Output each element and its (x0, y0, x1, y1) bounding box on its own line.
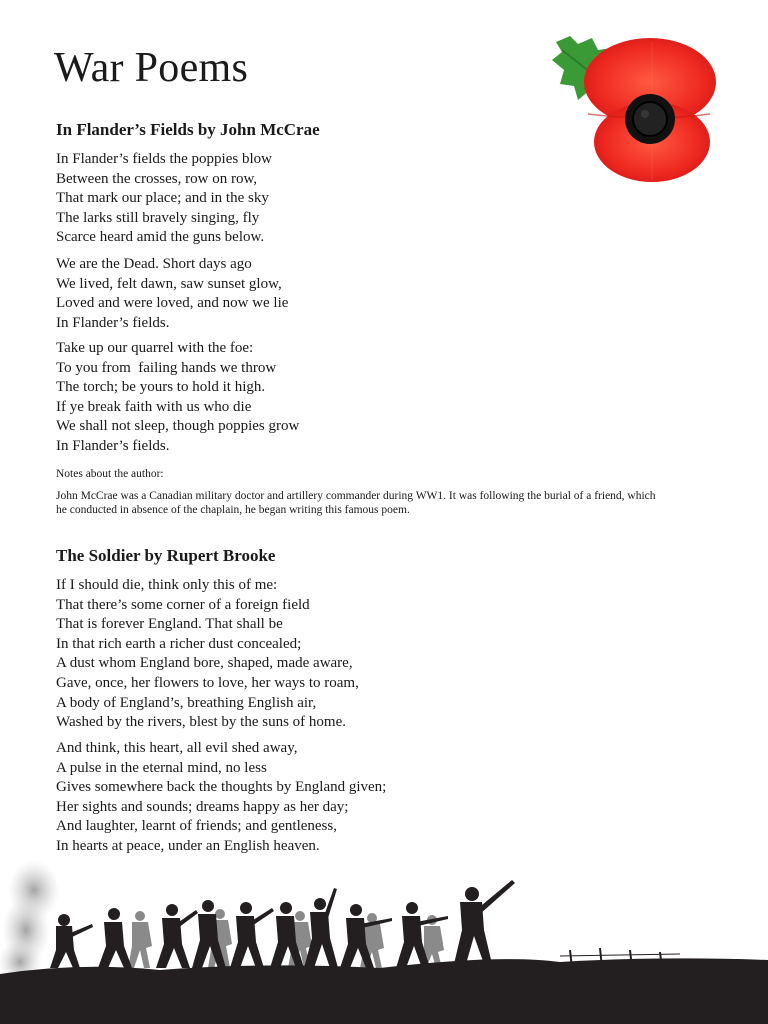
stanza (56, 150, 696, 248)
notes-label: Notes about the author: (56, 468, 164, 480)
poem-line: The larks still bravely singing, fly (56, 209, 260, 226)
poem-line: A dust whom England bore, shaped, made aware, (56, 655, 353, 672)
poem-line: And laughter, learnt of friends; and gentleness, (56, 818, 337, 835)
author-notes (56, 467, 696, 482)
stanza (56, 739, 696, 857)
poem-line: In Flander’s fields. (56, 437, 170, 454)
poem-line: That is forever England. That shall be (56, 616, 283, 633)
poem-title: The Soldier by Rupert Brooke (56, 546, 276, 565)
poem-line: In that rich earth a richer dust concealed; (56, 635, 302, 652)
poem-line: Washed by the rivers, blest by the suns of home. (56, 714, 346, 731)
poem-title: In Flander’s Fields by John McCrae (56, 120, 320, 139)
poem-line: Her sights and sounds; dreams happy as her day; (56, 798, 349, 815)
poem-line: And think, this heart, all evil shed away, (56, 740, 298, 756)
poem-line: Gives somewhere back the thoughts by England given; (56, 779, 387, 796)
poem-line: A body of England’s, breathing English air, (56, 694, 317, 711)
poem-line: In Flander’s fields. (56, 314, 170, 331)
poem-line: Between the crosses, row on row, (56, 170, 258, 187)
poem-line: To you from failing hands we throw (56, 359, 277, 376)
poem-the-soldier (56, 545, 696, 567)
poem-line: That there’s some corner of a foreign field (56, 596, 310, 613)
poem-line: Scarce heard amid the guns below. (56, 229, 265, 246)
poem-line: Gave, once, her flowers to love, her ways to roam, (56, 674, 359, 691)
poem-line: We shall not sleep, though poppies grow (56, 418, 300, 435)
poem-line: The torch; be yours to hold it high. (56, 379, 266, 396)
poem-line: In hearts at peace, under an English heaven. (56, 837, 320, 854)
poem-line: Loved and were loved, and now we lie (56, 295, 289, 312)
stanza (56, 255, 696, 333)
poem-line: Take up our quarrel with the foe: (56, 340, 254, 356)
poem-line: In Flander’s fields the poppies blow (56, 151, 272, 167)
poem-line: If I should die, think only this of me: (56, 577, 278, 593)
page-title: War Poems (54, 45, 249, 91)
author-notes-body (56, 489, 696, 517)
poem-line: We are the Dead. Short days ago (56, 256, 252, 272)
poem-line: If ye break faith with us who die (56, 398, 252, 415)
poem-line: That mark our place; and in the sky (56, 190, 269, 207)
stanza (56, 339, 696, 457)
poem-line: We lived, felt dawn, saw sunset glow, (56, 275, 282, 292)
notes-text: John McCrae was a Canadian military doctor and artillery commander during WW1. It was following the burial of a friend, which he conducted in absence of the chaplain, he began writing this famous poem. (56, 490, 656, 516)
stanza (56, 576, 696, 733)
soldiers-silhouette (0, 850, 768, 1024)
poem-in-flanders-fields (56, 119, 696, 141)
poem-line: A pulse in the eternal mind, no less (56, 759, 267, 776)
